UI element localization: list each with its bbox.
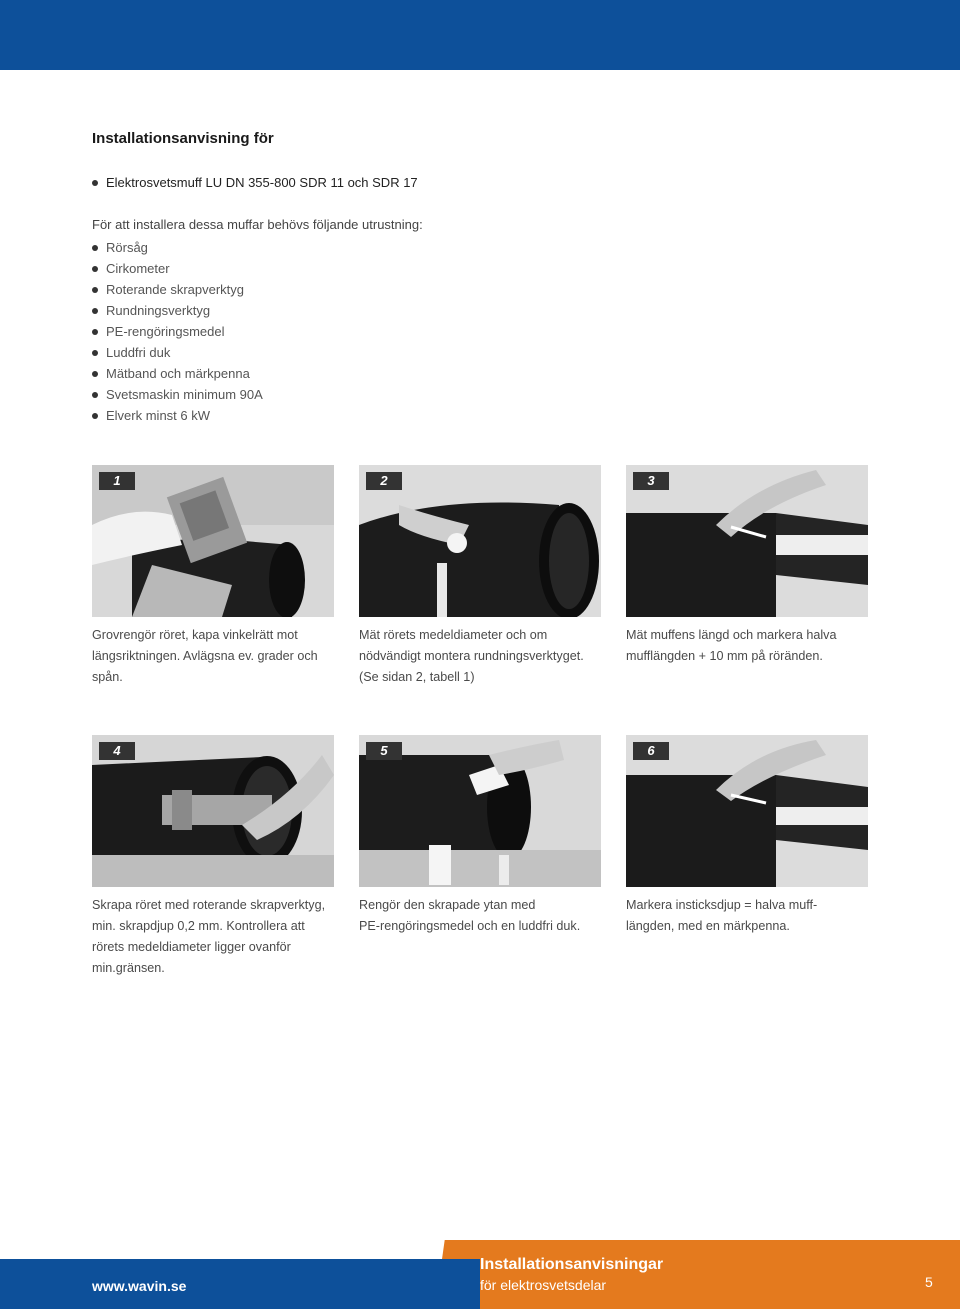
- step-caption: Markera insticksdjup = halva muff- längden, med en märkpenna.: [626, 898, 818, 933]
- step-5-photo: [359, 735, 601, 887]
- list-item: Mätband och märkpenna: [92, 363, 263, 384]
- footer-orange-band: [435, 1240, 960, 1309]
- footer-title: Installationsanvisningar: [480, 1256, 664, 1273]
- bullet-icon: [92, 329, 98, 335]
- bullet-icon: [92, 180, 98, 186]
- step-2: [359, 465, 601, 688]
- equipment-intro: För att installera dessa muffar behövs följande utrustning:: [92, 217, 423, 232]
- bullet-icon: [92, 392, 98, 398]
- list-item: Luddfri duk: [92, 342, 263, 363]
- step-number-badge: 5: [366, 742, 402, 760]
- header-bar: [0, 0, 960, 70]
- step-caption: Rengör den skrapade ytan med PE-rengöringsmedel och en luddfri duk.: [359, 898, 581, 933]
- bullet-icon: [92, 413, 98, 419]
- bullet-icon: [92, 266, 98, 272]
- step-4: [92, 735, 334, 979]
- product-name: [92, 175, 418, 190]
- step-caption: Mät muffens längd och markera halva mufflängden + 10 mm på röränden.: [626, 628, 837, 663]
- step-4-photo: [92, 735, 334, 887]
- step-5: [359, 735, 601, 937]
- list-item: Rörsåg: [92, 237, 263, 258]
- step-number-badge: 2: [366, 472, 402, 490]
- step-number-badge: 1: [99, 472, 135, 490]
- step-number-badge: 3: [633, 472, 669, 490]
- bullet-icon: [92, 287, 98, 293]
- step-3-photo: [626, 465, 868, 617]
- bullet-icon: [92, 350, 98, 356]
- list-item: Rundningsverktyg: [92, 300, 263, 321]
- step-2-photo: [359, 465, 601, 617]
- step-3: [626, 465, 868, 667]
- page-number: 5: [925, 1274, 933, 1290]
- step-6-photo: [626, 735, 868, 887]
- website-link[interactable]: www.wavin.se: [92, 1278, 187, 1294]
- product-name-text: Elektrosvetsmuff LU DN 355-800 SDR 11 och SDR 17: [106, 175, 418, 190]
- bullet-icon: [92, 245, 98, 251]
- list-item: Roterande skrapverktyg: [92, 279, 263, 300]
- equipment-list: [92, 237, 263, 426]
- list-item: Elverk minst 6 kW: [92, 405, 263, 426]
- step-number-badge: 6: [633, 742, 669, 760]
- list-item: Svetsmaskin minimum 90A: [92, 384, 263, 405]
- step-caption: Mät rörets medeldiameter och om nödvändigt montera rundningsverktyget. (Se sidan 2, tabell 1): [359, 628, 584, 684]
- step-1-photo: [92, 465, 334, 617]
- step-caption: Skrapa röret med roterande skrapverktyg, min. skrapdjup 0,2 mm. Kontrollera att rörets medeldiameter ligger ovanför min.gränsen.: [92, 898, 326, 975]
- step-1: [92, 465, 334, 688]
- step-caption: Grovrengör röret, kapa vinkelrätt mot längsriktningen. Avlägsna ev. grader och spån.: [92, 628, 318, 684]
- footer-blue-band: [0, 1259, 480, 1309]
- step-number-badge: 4: [99, 742, 135, 760]
- step-6: [626, 735, 868, 937]
- page-title: Installationsanvisning för: [92, 130, 274, 147]
- bullet-icon: [92, 308, 98, 314]
- list-item: Cirkometer: [92, 258, 263, 279]
- list-item: PE-rengöringsmedel: [92, 321, 263, 342]
- footer-subtitle: för elektrosvetsdelar: [480, 1277, 607, 1293]
- bullet-icon: [92, 371, 98, 377]
